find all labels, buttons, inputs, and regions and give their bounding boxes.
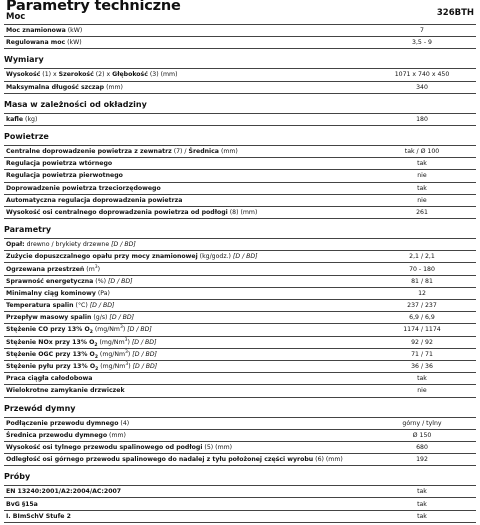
table-row: Maksymalna długość szczap (mm) 340 — [4, 81, 476, 94]
table-row: Doprowadzenie powietrza trzeciorzędowego tak — [4, 182, 476, 194]
row-value: tak — [417, 375, 427, 383]
section-heading-wymiary: Wymiary — [4, 55, 44, 65]
row-value: nie — [417, 172, 427, 180]
table-row: Regulacja powietrza wtórnego tak — [4, 157, 476, 169]
row-value: tak — [417, 512, 427, 520]
row-value: tak — [417, 500, 427, 508]
table-row: Stężenie NOx przy 13% $O_2$ (mg/Nm$^3$) [D / BD] 92 / 92 — [4, 336, 476, 348]
row-value: 680 — [416, 443, 428, 451]
table-row: Temperatura spalin (°C) [D / BD] 237 / 237 — [4, 299, 476, 311]
row-value: 1174 / 1174 — [403, 326, 441, 334]
table-row: Wysokość osi tylnego przewodu spalinowego od podłogi (5) (mm) 680 — [4, 441, 476, 453]
section-heading-proby: Próby — [4, 472, 31, 482]
table-row: Regulacja powietrza pierwotnego nie — [4, 169, 476, 181]
table-row: Odległość osi górnego przewodu spalinowego do nadalej z tyłu położonej części wyrobu (6) (mm) 192 — [4, 453, 476, 466]
table-row: Stężenie CO przy 13% $O_2$ (mg/Nm$^3$) [D / BD] 1174 / 1174 — [4, 323, 476, 335]
row-value: Ø 150 — [412, 431, 432, 439]
row-value: nie — [417, 387, 427, 395]
table-masa — [4, 113, 476, 126]
table-row: Wysokość osi centralnego doprowadzenia powietrza od podłogi (8) (mm) 261 — [4, 206, 476, 219]
table-row: Moc znamionowa (kW) 7 — [4, 24, 476, 36]
table-moc — [4, 24, 476, 49]
table-row: kafle (kg) 180 — [4, 113, 476, 126]
table-row: Centralne doprowadzenie powietrza z zewnatrz (7) / Średnica (mm) tak / Ø 100 — [4, 145, 476, 157]
section-heading-powietrze: Powietrze — [4, 131, 49, 141]
row-value: 261 — [416, 208, 428, 216]
row-value: 7 — [420, 27, 424, 35]
table-row: Przepływ masowy spalin (g/s) [D / BD] 6,9 / 6,9 — [4, 311, 476, 323]
row-value: 192 — [416, 456, 428, 464]
table-row: Stężenie pyłu przy 13% $O_2$ (mg/Nm$^3$) [D / BD] 36 / 36 — [4, 360, 476, 372]
table-row: Stężenie OGC przy 13% $O_2$ (mg/Nm$^3$) [D / BD] 71 / 71 — [4, 348, 476, 360]
row-value: górny / tylny — [402, 419, 442, 427]
table-row: Zużycie dopuszczalnego opału przy mocy znamionowej (kg/godz.) [D / BD] 2,1 / 2,1 — [4, 250, 476, 262]
table-row: Podłączenie przewodu dymnego (4) górny / tylny — [4, 417, 476, 429]
row-value: 12 — [418, 289, 426, 297]
table-parametry — [4, 238, 476, 397]
table-row: Praca ciągła całodobowa tak — [4, 372, 476, 384]
row-value: 180 — [416, 115, 428, 123]
row-value: nie — [417, 196, 427, 204]
row-value: tak — [417, 184, 427, 192]
table-row: EN 13240:2001/A2:2004/AC:2007 tak — [4, 485, 476, 497]
model-number: 326BTH — [436, 8, 474, 18]
table-row: Regulowana moc (kW) 3,5 - 9 — [4, 36, 476, 49]
row-value: 6,9 / 6,9 — [409, 314, 435, 322]
row-value: 2,1 / 2,1 — [409, 253, 435, 261]
row-value: 92 / 92 — [411, 338, 433, 346]
spec-content — [4, 24, 476, 525]
section-heading-masa: Masa w zależności od okładziny — [4, 99, 147, 109]
row-value: tak / Ø 100 — [404, 148, 440, 156]
row-value: 237 / 237 — [407, 302, 437, 310]
section-heading-moc: Moc — [6, 12, 26, 22]
table-row: Minimalny ciąg kominowy (Pa) 12 — [4, 287, 476, 299]
row-value: 3,5 - 9 — [412, 39, 432, 47]
row-value: tak — [417, 160, 427, 168]
table-row: Opał: drewno / brykiety drzewne [D / BD] — [4, 238, 476, 250]
table-row: Wysokość (1) x Szerokość (2) x Głębokość (3) (mm) 1071 x 740 x 450 — [4, 68, 476, 80]
section-heading-przewod: Przewód dymny — [4, 403, 76, 413]
row-value: tak — [417, 488, 427, 496]
row-value: 81 / 81 — [411, 277, 433, 285]
table-row: I. BImSchV Stufe 2 tak — [4, 510, 476, 523]
table-row: Automatyczna regulacja doprowadzenia powietrza nie — [4, 194, 476, 206]
table-row: Średnica przewodu dymnego (mm) Ø 150 — [4, 429, 476, 441]
row-value: 70 - 180 — [409, 265, 435, 273]
table-row: Ogrzewana przestrzeń $(m^3)$ 70 - 180 — [4, 262, 476, 274]
table-powietrze — [4, 145, 476, 219]
table-proby — [4, 485, 476, 523]
table-row: Wielokrotne zamykanie drzwiczek nie — [4, 384, 476, 397]
row-value: 1071 x 740 x 450 — [394, 71, 450, 79]
table-przewod — [4, 417, 476, 467]
table-row: Sprawność energetyczna (%) [D / BD] 81 / 81 — [4, 275, 476, 287]
row-value: 71 / 71 — [411, 350, 433, 358]
page-title: Parametry techniczne — [6, 0, 181, 14]
row-value: 36 / 36 — [411, 363, 433, 371]
table-wymiary — [4, 68, 476, 93]
section-heading-parametry: Parametry — [4, 225, 52, 235]
table-row: BvG §15a tak — [4, 497, 476, 509]
row-value: 340 — [416, 83, 428, 91]
